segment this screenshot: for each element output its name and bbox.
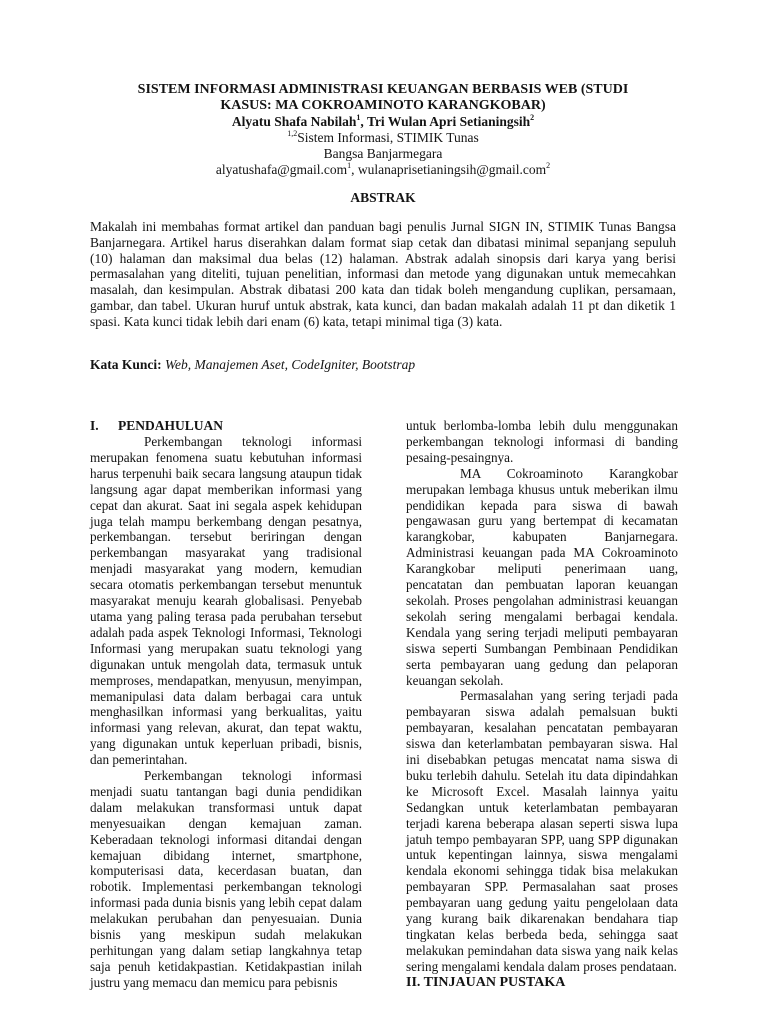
paper-header xyxy=(90,82,676,178)
email-superscript: 1 xyxy=(347,161,352,170)
author-email: alyatushafa@gmail.com xyxy=(215,162,348,177)
email-list xyxy=(90,162,676,178)
email-superscript: 2 xyxy=(546,161,551,170)
body-paragraph: untuk berlomba-lomba lebih dulu menggunakan perkembangan teknologi informasi di banding pesaing-pesaingnya. xyxy=(406,418,678,465)
section-title: PENDAHULUAN xyxy=(118,418,224,433)
author-separator: , xyxy=(360,114,367,129)
author-name: Tri Wulan Apri Setianingsih xyxy=(366,114,531,129)
keywords-values: Web, Manajemen Aset, CodeIgniter, Bootstrap xyxy=(165,357,416,372)
author-superscript: 2 xyxy=(530,113,535,122)
keywords-line xyxy=(90,357,676,373)
section-heading-tinjauan-pustaka: II. TINJAUAN PUSTAKA xyxy=(406,974,566,990)
body-paragraph: Permasalahan yang sering terjadi pada pembayaran siswa adalah pemalsuan bukti pembayaran, kesalahan pencatatan pembayaran siswa dan keterlambatan pembayaran siswa. Hal ini disebabkan petugas mencatat nama siswa di buku terlebih dahulu. Setelah itu data dipindahkan ke Microsoft Excel. Masalah lainnya yaitu Sedangkan untuk keterlambatan pembayaran terjadi karena beberapa alasan seperti siswa lupa jatuh tempo pembayaran SPP, uang SPP digunakan untuk kepentingan lainnya, siswa mengalami kendala ekonomi sehingga tidak bisa melakukan pembayaran SPP. Permasalahan saat proses pembayaran uang gedung yaitu pengelolaan data yang kurang baik dikarenakan bendahara tiap tingkatan kelas berbeda beda, sehingga saat melakukan pemindahan data siswa yang naik kelas sering mengalami kendala dalam proses pendataan. xyxy=(406,688,678,974)
affiliation-superscript: 1,2 xyxy=(287,129,298,138)
affiliation-line-2: Bangsa Banjarmegara xyxy=(323,146,443,161)
body-paragraph: Perkembangan teknologi informasi merupakan fenomena suatu kebutuhan informasi harus terpenuhi baik secara langsung ataupun tidak langsung agar dapat memberikan informasi yang cepat dan akurat. Saat ini segala aspek kehidupan juga telah mampu berkembang dengan pesatnya, perkembangan. tersebut beriringan dengan perkembangan masyarakat yang tradisional menjadi masyarakat yang modern, kemudian secara otomatis perkembangan tersebut menuntuk masyarakat menuju kearah globalisasi. Penyebab utama yang paling terasa pada perubahan tersebut adalah pada aspek Teknologi Informasi, Teknologi Informasi yang merupakan suatu teknologi yang digunakan untuk mengolah data, termasuk untuk memproses, mendapatkan, menyusun, menyimpan, memanipulasi data dalam berbagai cara untuk menghasilkan informasi yang berkualitas, yaitu informasi yang relevan, akurat, dan tepat waktu, yang digunakan untuk keperluan pribadi, bisnis, dan pemerintahan. xyxy=(90,434,362,768)
body-paragraph: Perkembangan teknologi informasi menjadi suatu tantangan bagi dunia pendidikan dalam melakukan transformasi untuk dapat menyesuaikan dengan kemajuan zaman. Keberadaan teknologi informasi ditandai dengan kemajuan dibidang internet, smartphone, komputerisasi data, kecerdasan buatan, dan robotik. Implementasi perkembangan teknologi informasi pada dunia bisnis yang lebih cepat dalam melakukan perubahan dan penyesuaian. Dunia bisnis yang meskipun sudah melakukan perhitungan yang dalam setiap langkahnya tetap saja penuh ketidakpastian. Ketidakpastian inilah justru yang memacu dan memicu para pebisnis xyxy=(90,768,362,990)
author-email: wulanaprisetianingsih@gmail.com xyxy=(357,162,547,177)
title-line-2: KASUS: MA COKROAMINOTO KARANGKOBAR) xyxy=(220,98,546,113)
body-paragraph: MA Cokroaminoto Karangkobar merupakan lembaga khusus untuk meberikan ilmu pendidikan kepada para siswa di bawah pengawasan guru yang bertempat di kecamatan karangkobar, kabupaten Banjarnegara. Administrasi keuangan pada MA Cokroaminoto Karangkobar meliputi penerimaan uang, pencatatan dan pembuatan laporan keuangan sekolah. Proses pengolahan administrasi keuangan sekolah sering mengalami berbagai kendala. Kendala yang sering terjadi meliputi pembayaran siswa seperti Sumbangan Pembinaan Pendidikan serta pembayaran uang gedung dan pelaporan keuangan sekolah. xyxy=(406,465,678,688)
section-heading-pendahuluan xyxy=(90,418,362,434)
author-list xyxy=(90,114,676,130)
paper-title xyxy=(90,82,676,114)
keywords-label: Kata Kunci: xyxy=(90,357,162,372)
email-separator: , xyxy=(351,162,358,177)
title-line-1: SISTEM INFORMASI ADMINISTRASI KEUANGAN BERBASIS WEB (STUDI xyxy=(137,82,629,97)
abstract-heading: ABSTRAK xyxy=(350,190,416,205)
author-name: Alyatu Shafa Nabilah xyxy=(231,114,357,129)
right-column xyxy=(406,418,678,991)
section-number: I. xyxy=(90,418,99,433)
affiliation xyxy=(90,130,676,162)
affiliation-line-1: Sistem Informasi, STIMIK Tunas xyxy=(297,130,479,145)
author-superscript: 1 xyxy=(356,113,361,122)
left-column xyxy=(90,418,362,991)
abstract-text: Makalah ini membahas format artikel dan panduan bagi penulis Jurnal SIGN IN, STIMIK Tunas Bangsa Banjarnegara. Artikel harus diserahkan dalam format siap cetak dan dibatasi minimal sepanjang sepuluh (10) halaman dan maksimal dua belas (12) halaman. Abstrak adalah sinopsis dari karya yang berisi permasalahan yang diteliti, tujuan penelitian, informasi dan metode yang digunakan untuk memecahkan masalah, dan kesimpulan. Abstrak dibatasi 200 kata dan tidak boleh mengandung cuplikan, persamaan, gambar, dan tabel. Ukuran huruf untuk abstrak, kata kunci, dan badan makalah adalah 11 pt dan diketik 1 spasi. Kata kunci tidak lebih dari enam (6) kata, tetapi minimal tiga (3) kata. xyxy=(90,219,676,329)
